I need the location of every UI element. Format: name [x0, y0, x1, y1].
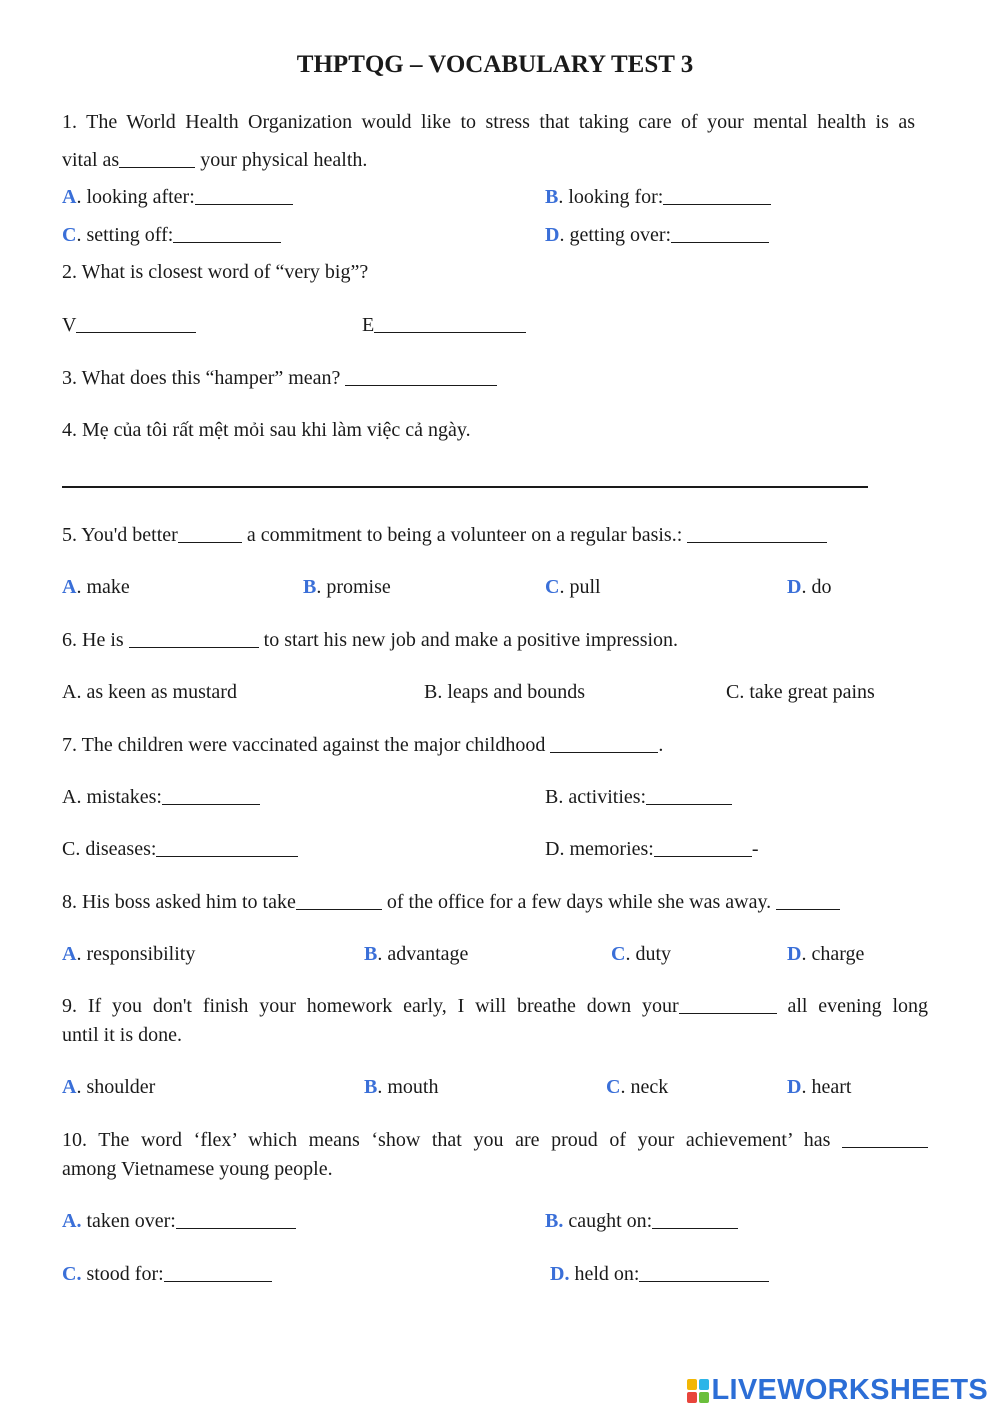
answer-blank[interactable] [663, 188, 771, 205]
answer-blank[interactable] [195, 188, 293, 205]
question-1-blank[interactable] [119, 151, 195, 168]
answer-blank[interactable] [652, 1212, 738, 1229]
question-1-text: 1. The World Health Organization would like to stress that taking care of your mental health is as [62, 111, 915, 133]
question-10-option-c[interactable]: C. stood for: [62, 1264, 272, 1284]
question-10-text: 10. The word ‘flex’ which means ‘show that you are proud of your achievement’ has [62, 1130, 928, 1150]
question-8-option-c[interactable]: C. duty [611, 943, 672, 965]
question-9-text: 9. If you don't finish your homework early, I will breathe down your all evening long [62, 995, 928, 1017]
question-7-blank[interactable] [550, 736, 658, 753]
question-9-option-b[interactable]: B. mouth [364, 1076, 439, 1098]
answer-blank[interactable] [654, 840, 752, 857]
question-5-option-c[interactable]: C. pull [545, 576, 601, 598]
answer-blank[interactable] [671, 226, 769, 243]
question-2-answer-v: V [62, 315, 196, 335]
question-4-text: 4. Mẹ của tôi rất mệt mỏi sau khi làm việc cả ngày. [62, 419, 471, 441]
logo-text: LIVEWORKSHEETS [711, 1374, 988, 1406]
question-1-line2: vital as your physical health. [62, 149, 368, 171]
question-8-option-d[interactable]: D. charge [787, 943, 865, 965]
question-5-option-b[interactable]: B. promise [303, 576, 391, 598]
question-6-blank[interactable] [129, 631, 259, 648]
question-7-option-b[interactable]: B. activities: [545, 787, 732, 807]
answer-blank[interactable] [639, 1265, 769, 1282]
question-10-blank[interactable] [842, 1131, 928, 1148]
answer-blank[interactable] [687, 526, 827, 543]
question-10-option-a[interactable]: A. taken over: [62, 1211, 296, 1231]
question-9-option-a[interactable]: A. shoulder [62, 1076, 156, 1098]
question-6-option-a[interactable]: A. as keen as mustard [62, 681, 237, 703]
answer-blank[interactable] [646, 788, 732, 805]
question-2-text: 2. What is closest word of “very big”? [62, 261, 369, 283]
question-6-text: 6. He is to start his new job and make a positive impression. [62, 629, 679, 651]
question-1-option-d[interactable]: D. getting over: [545, 225, 769, 245]
question-9-line2: until it is done. [62, 1024, 182, 1046]
question-3-text: 3. What does this “hamper” mean? [62, 368, 497, 388]
question-4-answer-line[interactable] [62, 486, 868, 488]
answer-blank[interactable] [345, 369, 497, 386]
question-5-option-d[interactable]: D. do [787, 576, 832, 598]
question-2-answer-e: E [362, 315, 526, 335]
question-7-option-d[interactable]: D. memories: - [545, 838, 759, 860]
question-8-option-a[interactable]: A. responsibility [62, 943, 196, 965]
question-1-option-b[interactable]: B. looking for: [545, 187, 771, 207]
question-1-option-c[interactable]: C. setting off: [62, 225, 281, 245]
question-9-option-c[interactable]: C. neck [606, 1076, 669, 1098]
question-9-blank[interactable] [679, 997, 777, 1014]
page-title: THPTQG – VOCABULARY TEST 3 [296, 51, 694, 78]
question-10-option-d[interactable]: D. held on: [550, 1264, 769, 1284]
question-10-option-b[interactable]: B. caught on: [545, 1211, 738, 1231]
question-9-option-d[interactable]: D. heart [787, 1076, 852, 1098]
question-1-option-a[interactable]: A. looking after: [62, 187, 293, 207]
question-7-text: 7. The children were vaccinated against the major childhood . [62, 734, 664, 756]
liveworksheets-logo [687, 1374, 989, 1407]
answer-blank[interactable] [374, 316, 526, 333]
answer-blank[interactable] [776, 893, 840, 910]
question-8-option-b[interactable]: B. advantage [364, 943, 469, 965]
question-6-option-b[interactable]: B. leaps and bounds [424, 681, 586, 703]
question-5-text: 5. You'd better a commitment to being a volunteer on a regular basis.: [62, 525, 827, 545]
question-8-text: 8. His boss asked him to take of the office for a few days while she was away. [62, 892, 840, 912]
question-6-option-c[interactable]: C. take great pains [726, 681, 875, 703]
question-7-option-a[interactable]: A. mistakes: [62, 787, 260, 807]
answer-blank[interactable] [176, 1212, 296, 1229]
question-5-blank[interactable] [178, 526, 242, 543]
answer-blank[interactable] [76, 316, 196, 333]
question-5-option-a[interactable]: A. make [62, 576, 130, 598]
answer-blank[interactable] [173, 226, 281, 243]
question-10-line2: among Vietnamese young people. [62, 1158, 333, 1180]
question-8-blank[interactable] [296, 893, 382, 910]
answer-blank[interactable] [164, 1265, 272, 1282]
answer-blank[interactable] [162, 788, 260, 805]
question-7-option-c[interactable]: C. diseases: [62, 839, 298, 859]
liveworksheets-logo-icon [687, 1379, 709, 1403]
answer-blank[interactable] [156, 840, 298, 857]
